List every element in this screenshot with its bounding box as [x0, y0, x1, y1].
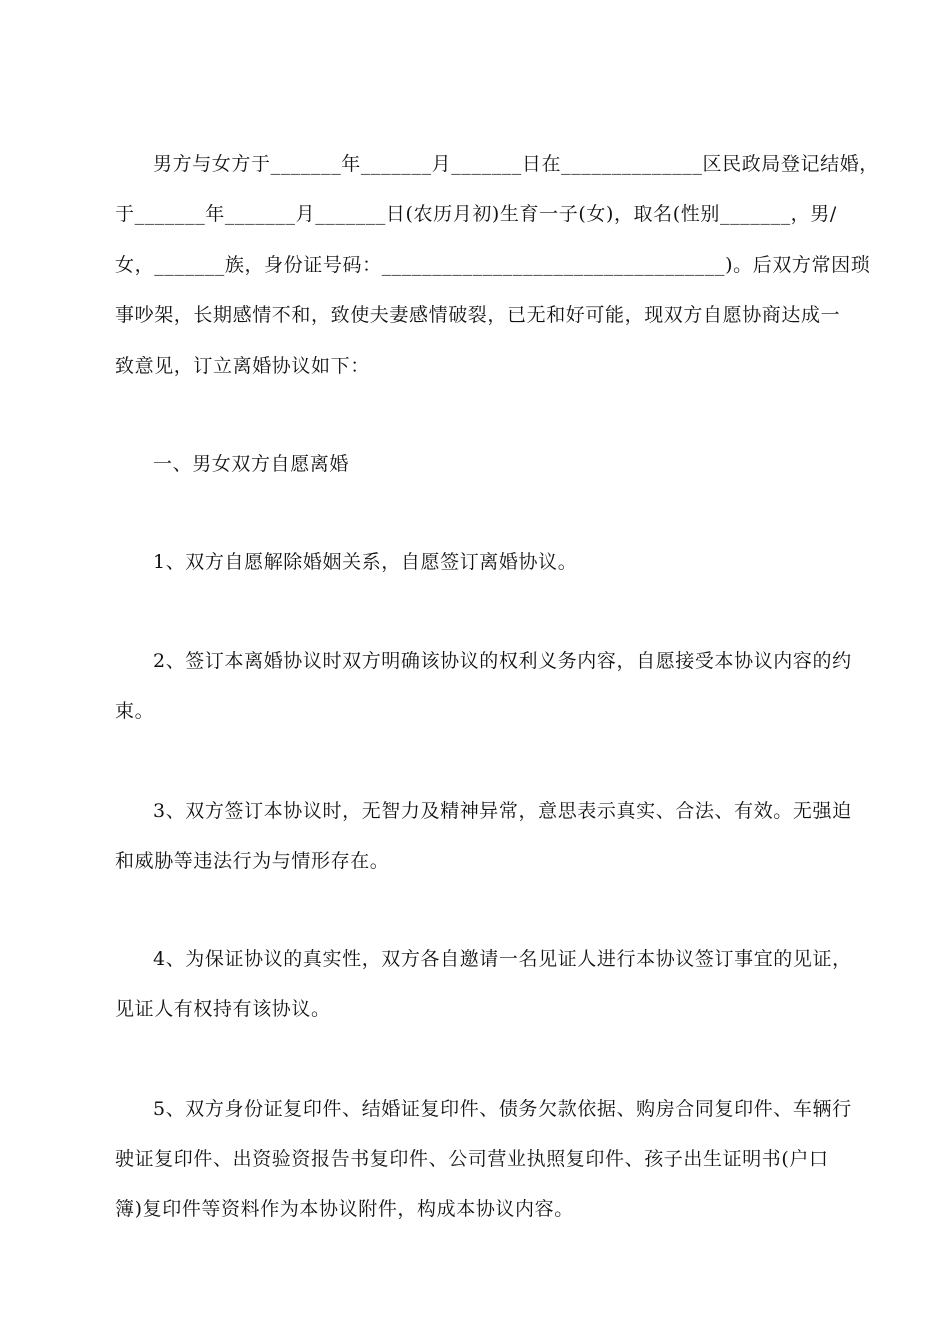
item-5-line-1: 5、双方身份证复印件、结婚证复印件、债务欠款依据、购房合同复印件、车辆行	[153, 1098, 852, 1120]
intro-line-2: 于_______年_______月_______日(农历月初)生育一子(女)，取名(性别_______，男/	[115, 203, 837, 225]
section-heading: 一、男女双方自愿离婚	[153, 453, 350, 475]
intro-line-1: 男方与女方于_______年_______月_______日在______________区民政局登记结婚，	[153, 153, 879, 175]
intro-line-5: 致意见，订立离婚协议如下：	[115, 355, 370, 377]
item-3-line-2: 和威胁等违法行为与情形存在。	[115, 850, 390, 872]
item-5-line-3: 簿)复印件等资料作为本协议附件，构成本协议内容。	[115, 1198, 574, 1220]
item-2-line-2: 束。	[115, 700, 155, 722]
item-4-line-2: 见证人有权持有该协议。	[115, 998, 331, 1020]
item-5-line-2: 驶证复印件、出资验资报告书复印件、公司营业执照复印件、孩子出生证明书(户口	[115, 1148, 829, 1170]
intro-line-3: 女，_______族，身份证号码：__________________________________)。后双方常因琐	[115, 254, 871, 276]
item-4-line-1: 4、为保证协议的真实性，双方各自邀请一名见证人进行本协议签订事宜的见证，	[153, 948, 852, 970]
item-3-line-1: 3、双方签订本协议时，无智力及精神异常，意思表示真实、合法、有效。无强迫	[153, 800, 852, 822]
item-1: 1、双方自愿解除婚姻关系，自愿签订离婚协议。	[153, 551, 578, 573]
item-2-line-1: 2、签订本离婚协议时双方明确该协议的权利义务内容，自愿接受本协议内容的约	[153, 650, 852, 672]
intro-line-4: 事吵架，长期感情不和，致使夫妻感情破裂，已无和好可能，现双方自愿协商达成一	[115, 304, 841, 326]
